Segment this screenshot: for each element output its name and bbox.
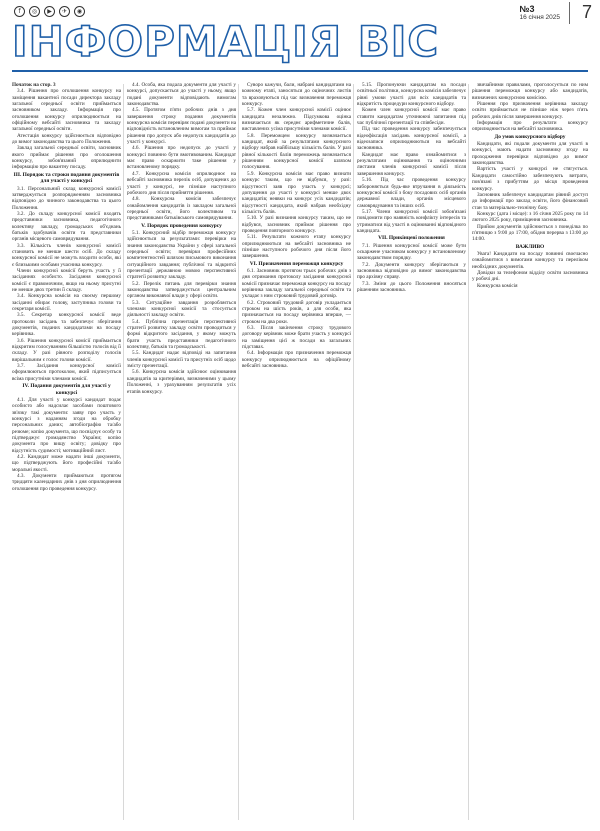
paragraph: 7.2. Документи конкурсу зберігаються у засновника відповідно до вимог законодавства про архівну справу. bbox=[357, 261, 466, 281]
paragraph: Увага! Кандидати на посаду повинні своєчасно ознайомитися з вимогами конкурсу та переліком необхідних документів. bbox=[472, 250, 588, 270]
paragraph: 6.3. Після закінчення строку трудового договору керівник може брати участь у конкурсі на заміщення цієї ж посади на загальних підставах. bbox=[242, 325, 351, 351]
section-heading: ІІІ. Порядок та строки подання документів для участі у конкурсі bbox=[13, 171, 120, 185]
paragraph: 7.3. Зміни до цього Положення вносяться рішенням засновника. bbox=[357, 280, 466, 293]
paragraph: звичайними правилами, проголосується по ним рішення переможця конкурсу або кандидатів, визначених конкурсною комісією. bbox=[472, 82, 588, 101]
paragraph: Конкурс (дата і місце): з 16 січня 2025 року по 14 лютого 2025 року, приміщення засновника. bbox=[472, 210, 588, 224]
paragraph: 4.2. Кандидат може надати інші документи, що підтверджують його професійні та/або моральні якості. bbox=[12, 453, 121, 473]
paragraph: Засновник забезпечує кандидатам рівний доступ до інформації про заклад освіти, його фінансовий стан та матеріально-технічну базу. bbox=[472, 191, 588, 211]
text-column-4 bbox=[357, 82, 466, 822]
paragraph: 6.4. Інформація про призначення переможця конкурсу оприлюднюється на офіційному вебсайті засновника. bbox=[242, 350, 351, 370]
issue-info bbox=[520, 4, 561, 21]
paragraph: Суворо кажучи, бали, набрані кандидатами на кожному етапі, заносяться до оціночних листів та враховуються під час визначення переможця конкурсу. bbox=[242, 82, 351, 108]
paragraph: Прийом документів здійснюється з понеділка по п'ятницю з 9:00 до 17:00, обідня перерва з 13:00 до 14:00. bbox=[472, 223, 588, 243]
website-icon[interactable]: ◉ bbox=[74, 6, 85, 17]
paragraph: 3.7. Засідання конкурсної комісії оформлюються протоколом, який підписується всіма присутніми членами комісії. bbox=[12, 363, 121, 382]
paragraph: Конкурсна комісія bbox=[477, 282, 518, 289]
paragraph: 3.4. Рішення про оголошення конкурсу на заміщення вакантної посади директора закладу загальної середньої освіти приймається засновником закладу. Інформація про оголошення конкурсу оприлюднюється на офіційному вебсайті засновника та закладу загальної середньої освіти. bbox=[12, 88, 121, 133]
paragraph: Члени конкурсної комісії беруть участь у її засіданнях особисто. Засідання конкурсної комісії є правомочним, якщо на ньому присутні не менше двох третин її складу. bbox=[12, 267, 121, 293]
text-column-5 bbox=[472, 82, 588, 822]
paragraph: Кандидат має право ознайомитися з результатами оцінювання та оціночними листами членів конкурсної комісії після завершення конкурсу. bbox=[357, 151, 466, 177]
paragraph: 5.2. Перелік питань для перевірки знання законодавства затверджується центральним органом виконавчої влади у сфері освіти. bbox=[127, 280, 236, 300]
paragraph: 5.15. Пропонуючи кандидатам на посади освітньої політики, конкурсна комісія забезпечує рівні умови участі для всіх кандидатів та відкритість процедури конкурсного відбору. bbox=[357, 82, 466, 108]
paragraph: Під час проведення конкурсу забезпечується відеофіксація засідань конкурсної комісії, а відеозаписи оприлюднюються на вебсайті засновника. bbox=[357, 126, 466, 152]
page-number: 7 bbox=[569, 2, 592, 24]
issue-date: 16 січня 2025 bbox=[519, 14, 560, 21]
paragraph: 4.8. Конкурсна комісія забезпечує ознайомлення кандидатів із закладом загальної середньої освіти, його колективом та представниками батьківського самоврядування. bbox=[127, 196, 236, 222]
header-divider bbox=[12, 70, 588, 72]
paragraph: 6.1. Засновник протягом трьох робочих днів з дня отримання протоколу засідання конкурсної комісії призначає переможця конкурсу на посаду керівника закладу загальної середньої освіти та укладає з ним строковий трудовий договір. bbox=[242, 267, 351, 300]
issue-number: №3 bbox=[519, 4, 535, 14]
section-heading: IV. Подання документів для участі у конкурсі bbox=[22, 383, 111, 396]
column-divider bbox=[353, 84, 354, 820]
column-divider bbox=[238, 84, 239, 820]
paragraph: 6.2. Строковий трудовий договір укладається строком на шість років, а для особи, яка призначається на посаду керівника вперше, — строком на два роки. bbox=[242, 299, 351, 325]
paragraph: 4.5. Протягом п'яти робочих днів з дня завершення строку подання документів конкурсна комісія перевіряє подані документи на відповідність встановленим вимогам та приймає рішення про допуск або недопуск кандидатів до участі у конкурсі. bbox=[127, 107, 236, 146]
paragraph: Заклад загальної середньої освіти, засновник якого приймає рішення про оголошення конкурсу, зобов'язаний оприлюднити інформацію про вакантну посаду. bbox=[12, 145, 121, 171]
paragraph: 5.8. Переможцем конкурсу визначається кандидат, який за результатами конкурсного відбору набрав найбільшу кількість балів. У разі рівної кількості балів переможець визначається рішенням конкурсної комісії шляхом голосування. bbox=[242, 132, 351, 171]
paragraph: Кожен член конкурсної комісії має право ставити кандидатам уточнюючі запитання під час публічної презентації та співбесіди. bbox=[357, 107, 466, 127]
paragraph: 5.1. Конкурсний відбір переможця конкурсу здійснюється за результатами: перевірки на знання законодавства України у сфері загальної середньої освіти; перевірки професійних компетентностей шляхом письмового виконання ситуаційного завдання; публічної та відкритої презентації державною мовою перспективної стратегії розвитку закладу. bbox=[127, 229, 236, 281]
paragraph: 5.16. Під час проведення конкурсу забороняється будь-яке втручання в діяльність конкурсної комісії з боку посадових осіб органів державної влади, органів місцевого самоврядування та інших осіб. bbox=[357, 177, 466, 209]
paragraph: 4.1. Для участі у конкурсі кандидат подає особисто або надсилає засобами поштового зв'язку такі документи: заяву про участь у конкурсі з наданням згоди на обробку персональних даних; автобіографію та/або резюме; копію документа, що посвідчує особу та підтверджує громадянство України; копію документа про вищу освіту; довідку про відсутність судимості; мотиваційний лист. bbox=[12, 396, 121, 454]
paragraph: Інформація про результати конкурсу оприлюднюється на вебсайті засновника. bbox=[472, 120, 588, 133]
column-divider bbox=[123, 84, 124, 820]
paragraph: 7.1. Рішення конкурсної комісії може бути оскаржене учасником конкурсу у встановленому законодавством порядку. bbox=[357, 242, 466, 262]
paragraph: 5.6. Конкурсна комісія здійснює оцінювання кандидатів за критеріями, визначеними у цьому Положенні, з урахуванням результатів усіх етапів конкурсу. bbox=[127, 369, 236, 395]
paragraph: 5.10. У разі визнання конкурсу таким, що не відбувся, засновник приймає рішення про проведення повторного конкурсу. bbox=[242, 215, 351, 234]
paragraph: Вартість участі у конкурсі не стягується. Кандидати самостійно забезпечують витрати, пов'язані з прибуттям до місця проведення конкурсу. bbox=[472, 166, 588, 192]
paragraph: 3.3. Кількість членів конкурсної комісії становить не менше шести осіб. До складу конкурсної комісії не можуть входити особи, які є близькими особами учасника конкурсу. bbox=[12, 242, 121, 268]
paragraph: 3.5. Секретар конкурсної комісії веде протоколи засідань та забезпечує зберігання документів, поданих кандидатами на посаду керівника. bbox=[12, 312, 121, 338]
paragraph: 4.7. Конкурсна комісія оприлюднює на вебсайті засновника перелік осіб, допущених до участі у конкурсі, не пізніше наступного робочого дня після прийняття рішення. bbox=[127, 170, 236, 196]
instagram-icon[interactable]: ◎ bbox=[29, 6, 40, 17]
paragraph: 3.4. Конкурсна комісія на своєму першому засіданні обирає голову, заступника голови та секретаря комісії. bbox=[12, 293, 121, 313]
paragraph: Атестація конкурсу здійснюється відповідно до вимог законодавства та цього Положення. bbox=[12, 132, 121, 146]
paragraph: Початок на стор. 3 bbox=[12, 82, 56, 88]
paragraph: 3.1. Персональний склад конкурсної комісії затверджується розпорядженням засновника відповідно до чинного законодавства та цього Положення. bbox=[12, 185, 121, 211]
telegram-icon[interactable]: ✈ bbox=[59, 6, 70, 17]
section-title: ІНФОРМАЦІЯ ВІС bbox=[12, 17, 440, 66]
paragraph: 4.6. Рішення про недопуск до участі у конкурсі повинно бути вмотивованим. Кандидат має право оскаржити таке рішення у встановленому порядку. bbox=[127, 145, 236, 171]
social-icons bbox=[14, 6, 85, 17]
section-heading: V. Порядок проведення конкурсу bbox=[141, 222, 222, 229]
paragraph: Кандидати, які подали документи для участі в конкурсі, мають надати засновнику згоду на проходження перевірки відповідно до вимог законодавства. bbox=[472, 141, 588, 167]
paragraph: 5.7. Кожен член конкурсної комісії оцінює кандидата незалежно. Підсумкова оцінка визначається як середнє арифметичне балів, виставлених усіма присутніми членами комісії. bbox=[242, 107, 351, 133]
section-heading: VI. Призначення переможця конкурсу bbox=[249, 260, 344, 267]
text-column-1 bbox=[12, 82, 121, 822]
section-heading: До умов конкурсного відбору bbox=[494, 133, 566, 140]
paragraph: 5.4. Публічна презентація перспективної стратегії розвитку закладу освіти проводиться у формі відкритого засідання, у якому можуть брати участь представники педагогічного колективу, батьків та громадськості. bbox=[127, 318, 236, 351]
paragraph: 4.3. Документи приймаються протягом тридцяти календарних днів з дня оприлюднення оголошення про проведення конкурсу. bbox=[12, 472, 121, 492]
section-heading: ВАЖЛИВО bbox=[515, 243, 545, 250]
text-column-3 bbox=[242, 82, 351, 822]
youtube-icon[interactable]: ▶ bbox=[44, 6, 55, 17]
paragraph: 4.4. Особа, яка подала документи для участі у конкурсі, допускається до участі у ньому, якщо подані документи відповідають вимогам законодавства. bbox=[127, 82, 236, 108]
paragraph: Довідки за телефоном відділу освіти засновника у робочі дні. bbox=[472, 269, 588, 283]
page-header bbox=[0, 0, 600, 80]
paragraph: 5.9. Конкурсна комісія має право визнати конкурс таким, що не відбувся, у разі: відсутності заяв про участь у конкурсі; допущення до участі у конкурсі менше двох кандидатів; неявки на конкурс усіх кандидатів; відсутності кандидата, який набрав необхідну кількість балів. bbox=[242, 170, 351, 215]
paragraph: 5.11. Результати кожного етапу конкурсу оприлюднюються на вебсайті засновника не пізніше наступного робочого дня після його завершення. bbox=[242, 234, 351, 260]
section-heading: VII. Прикінцеві положення bbox=[378, 235, 445, 242]
facebook-icon[interactable]: f bbox=[14, 6, 25, 17]
column-divider bbox=[468, 84, 469, 820]
paragraph: Рішення про призначення керівника закладу освіти приймається не пізніше ніж через п'ять робочих днів після завершення конкурсу. bbox=[472, 101, 588, 120]
paragraph: 5.5. Кандидат надає відповіді на запитання членів конкурсної комісії та присутніх осіб щодо змісту презентації. bbox=[127, 350, 236, 370]
paragraph: 5.17. Члени конкурсної комісії зобов'язані повідомити про наявність конфлікту інтересів та утриматися від участі в оцінюванні відповідного кандидата. bbox=[357, 208, 466, 234]
paragraph: 5.3. Ситуаційне завдання розробляється членами конкурсної комісії та стосується діяльності закладу освіти. bbox=[127, 299, 236, 319]
paragraph: 3.6. Рішення конкурсної комісії приймається відкритим голосуванням більшістю голосів від її складу. У разі рівного розподілу голосів вирішальним є голос голови комісії. bbox=[12, 337, 121, 363]
paragraph: 3.2. До складу конкурсної комісії входять представники засновника, педагогічного колективу закладу, громадських об'єднань батьків здобувачів освіти та представники органів місцевого самоврядування. bbox=[12, 210, 121, 243]
text-column-2 bbox=[127, 82, 236, 822]
